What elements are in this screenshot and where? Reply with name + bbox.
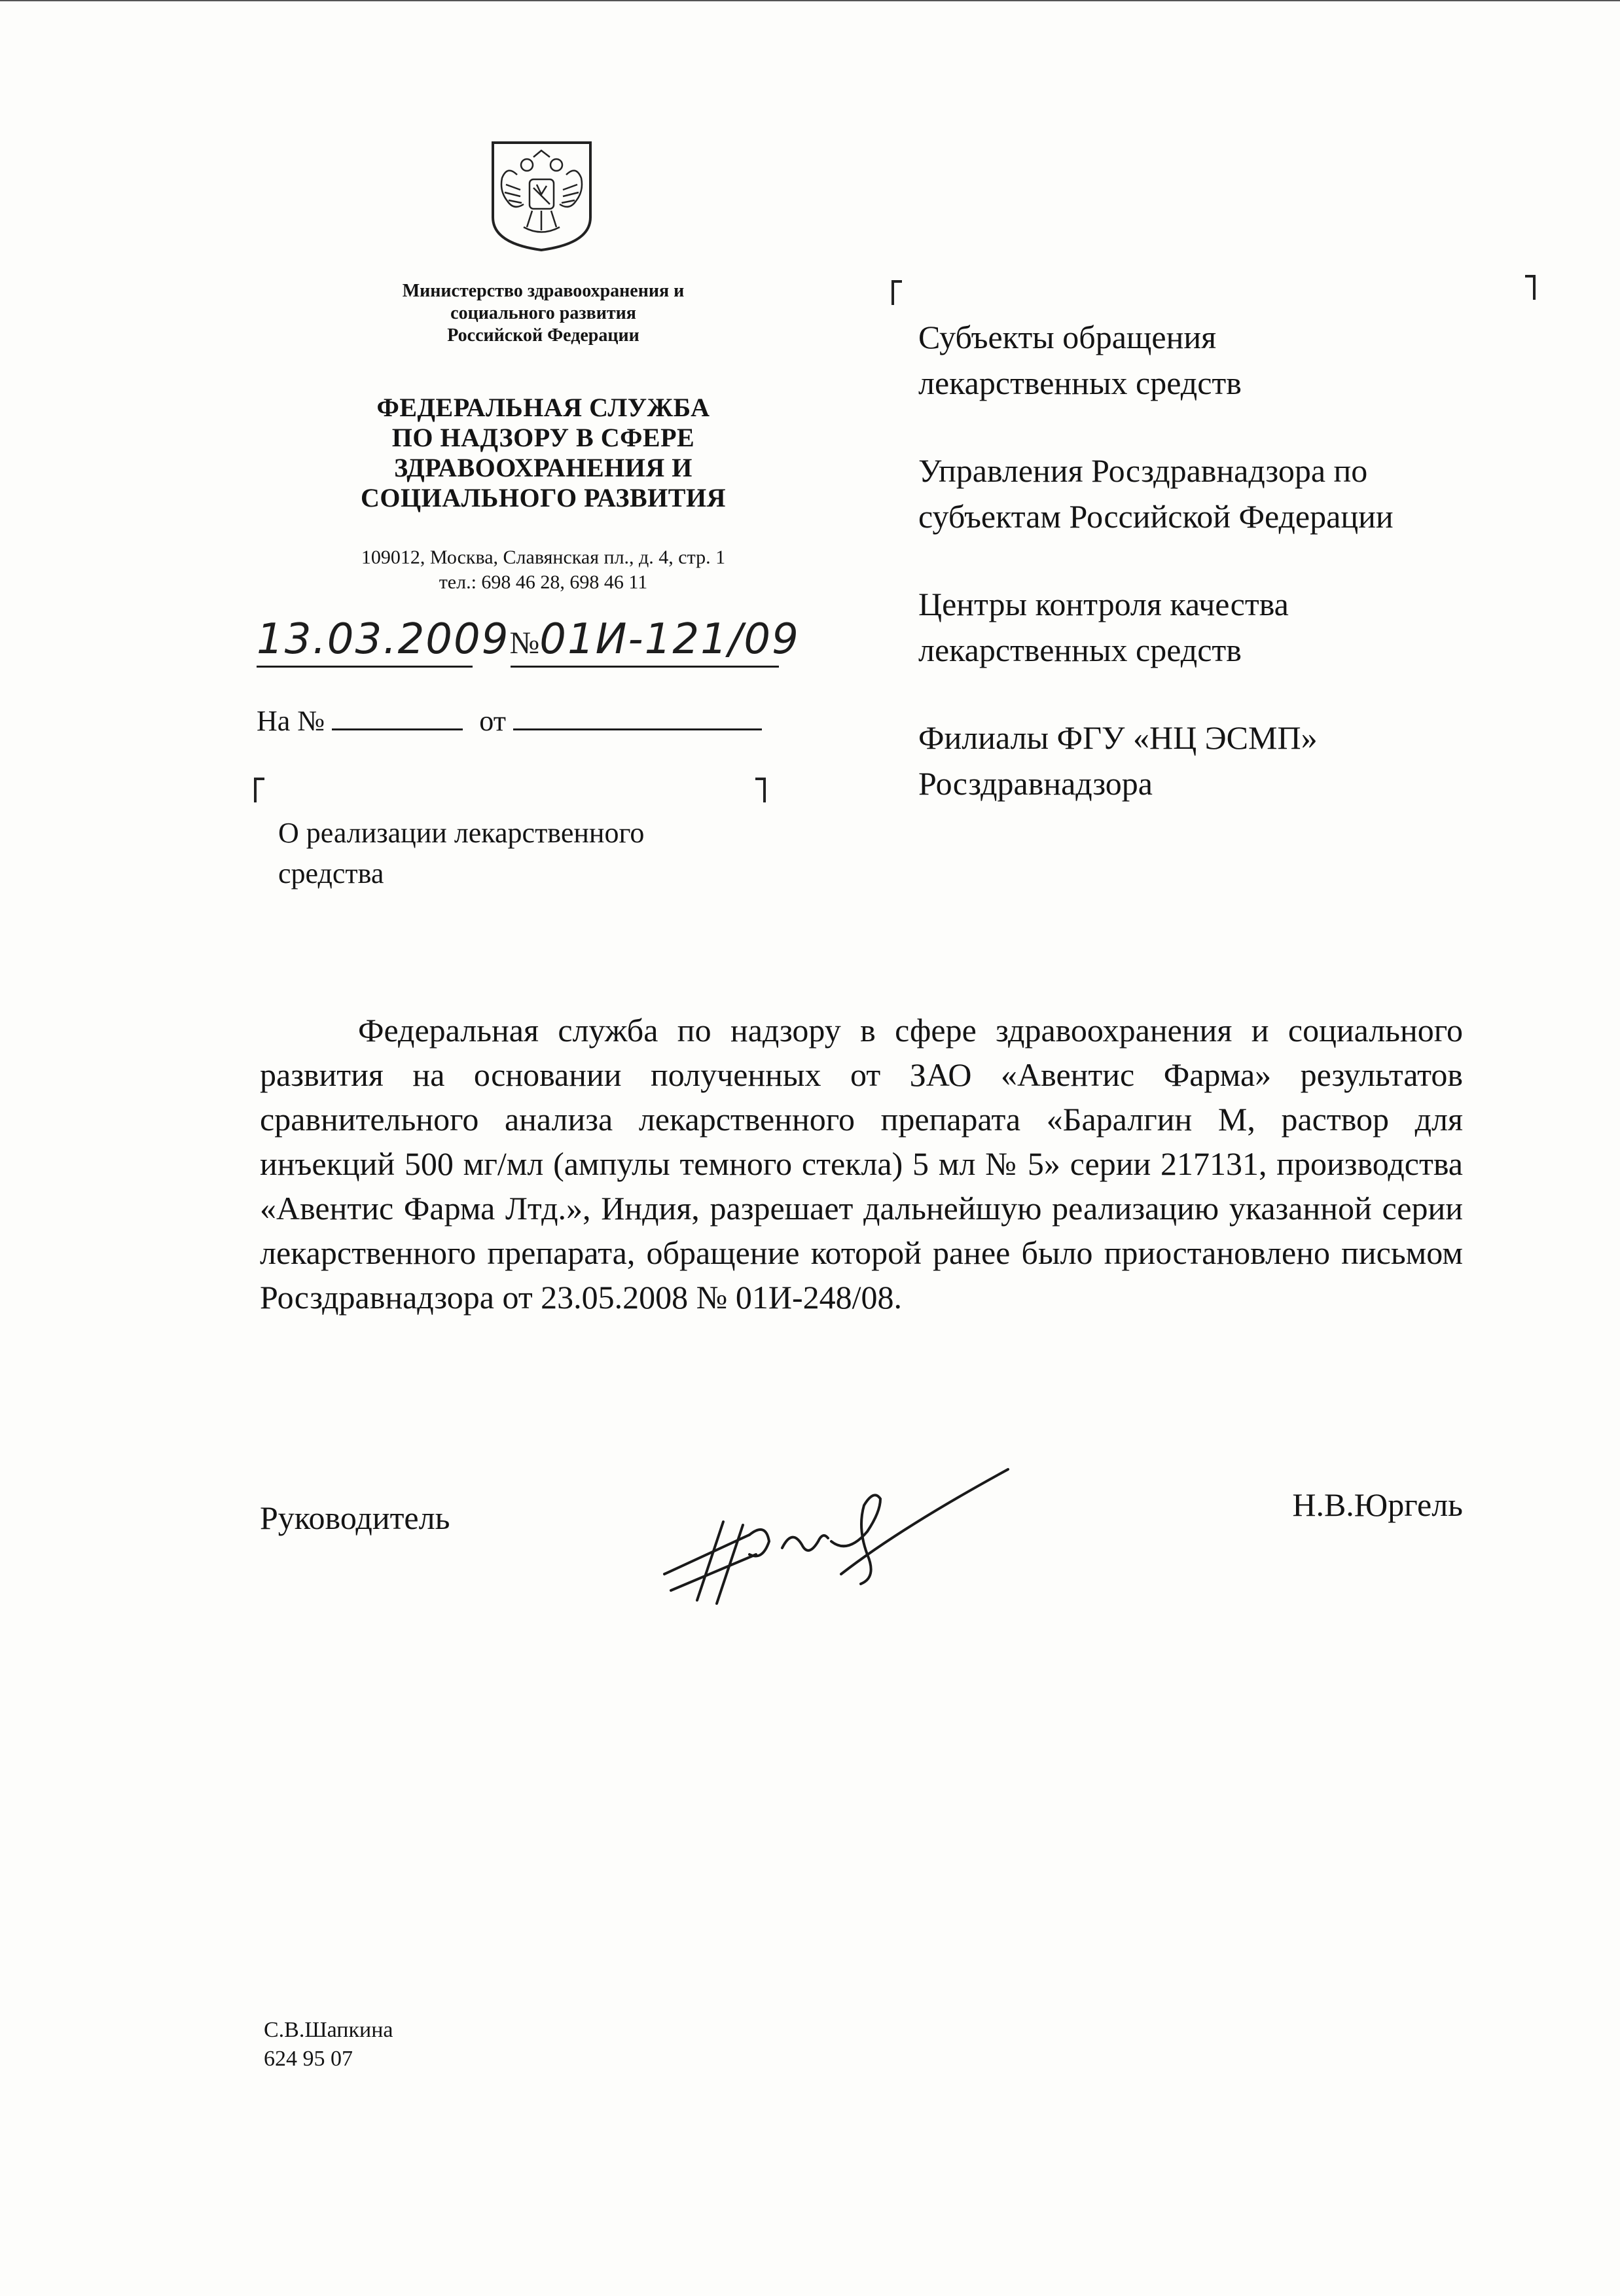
corner-bracket [254, 778, 264, 802]
recipient-line: субъектам Российской Федерации [918, 498, 1394, 535]
reference-date-blank [513, 709, 762, 730]
signatory-title: Руководитель [260, 1499, 450, 1536]
service-line: ФЕДЕРАЛЬНАЯ СЛУЖБА [376, 393, 710, 422]
reference-number-label: На № [257, 705, 325, 737]
recipient [918, 581, 1573, 673]
signatory-name: Н.В.Юргель [1292, 1486, 1463, 1523]
address-line: тел.: 698 46 28, 698 46 11 [439, 571, 648, 593]
recipients-block [918, 314, 1573, 848]
reference-number-blank [332, 709, 463, 730]
recipient-line: лекарственных средств [918, 632, 1242, 668]
reference-date-label: от [479, 705, 506, 737]
registration-date: 13.03.2009 [257, 615, 510, 664]
recipient-line: Субъекты обращения [918, 319, 1217, 355]
address-line: 109012, Москва, Славянская пл., д. 4, стр. 1 [361, 547, 726, 568]
recipient [918, 314, 1573, 406]
recipient [918, 715, 1573, 806]
executor-phone: 624 95 07 [264, 2047, 353, 2071]
recipient-line: Центры контроля качества [918, 586, 1289, 622]
service-line: СОЦИАЛЬНОГО РАЗВИТИЯ [361, 483, 726, 512]
recipient [918, 448, 1573, 539]
number-sign: № [509, 626, 540, 660]
ministry-line: Российской Федерации [447, 325, 639, 346]
service-name [275, 393, 812, 513]
recipient-line: лекарственных средств [918, 365, 1242, 401]
number-underline [511, 666, 779, 668]
executor-name: С.В.Шапкина [264, 2018, 393, 2042]
corner-bracket [891, 280, 902, 305]
address-block [275, 545, 812, 595]
corner-bracket [1525, 275, 1536, 300]
recipient-line: Филиалы ФГУ «НЦ ЭСМП» [918, 719, 1318, 756]
subject-line: средства [278, 857, 384, 889]
registration-line [257, 615, 800, 664]
handwritten-signature-icon [651, 1450, 1018, 1620]
executor-block [264, 2016, 393, 2073]
coat-of-arms-icon [488, 139, 596, 253]
reference-line [257, 704, 762, 738]
ministry-line: социального развития [450, 303, 636, 323]
registration-number: 01И-121/09 [539, 615, 800, 664]
recipient-line: Управления Росздравнадзора по [918, 452, 1368, 489]
recipient-line: Росздравнадзора [918, 765, 1153, 802]
subject-line: О реализации лекарственного [278, 817, 645, 849]
corner-bracket [755, 778, 766, 802]
date-underline [257, 666, 473, 668]
service-line: ПО НАДЗОРУ В СФЕРЕ [391, 423, 695, 452]
scan-edge [0, 0, 1620, 1]
service-line: ЗДРАВООХРАНЕНИЯ И [394, 453, 693, 482]
ministry-name [340, 280, 746, 347]
ministry-line: Министерство здравоохранения и [402, 281, 685, 301]
letter-subject [278, 813, 763, 894]
letter-body: Федеральная служба по надзору в сфере здравоохранения и социального развития на основании полученных от ЗАО «Авентис Фарма» результатов сравнительного анализа лекарственного препарата «Баралгин М, раствор для инъекций 500 мг/мл (ампулы темного стекла) 5 мл № 5» серии 217131, производства «Авентис Фарма Лтд.», Индия, разрешает дальнейшую реализацию указанной серии лекарственного препарата, обращение которой ранее было приостановлено письмом Росздравнадзора от 23.05.2008 № 01И-248/08. [260, 1012, 1463, 1316]
